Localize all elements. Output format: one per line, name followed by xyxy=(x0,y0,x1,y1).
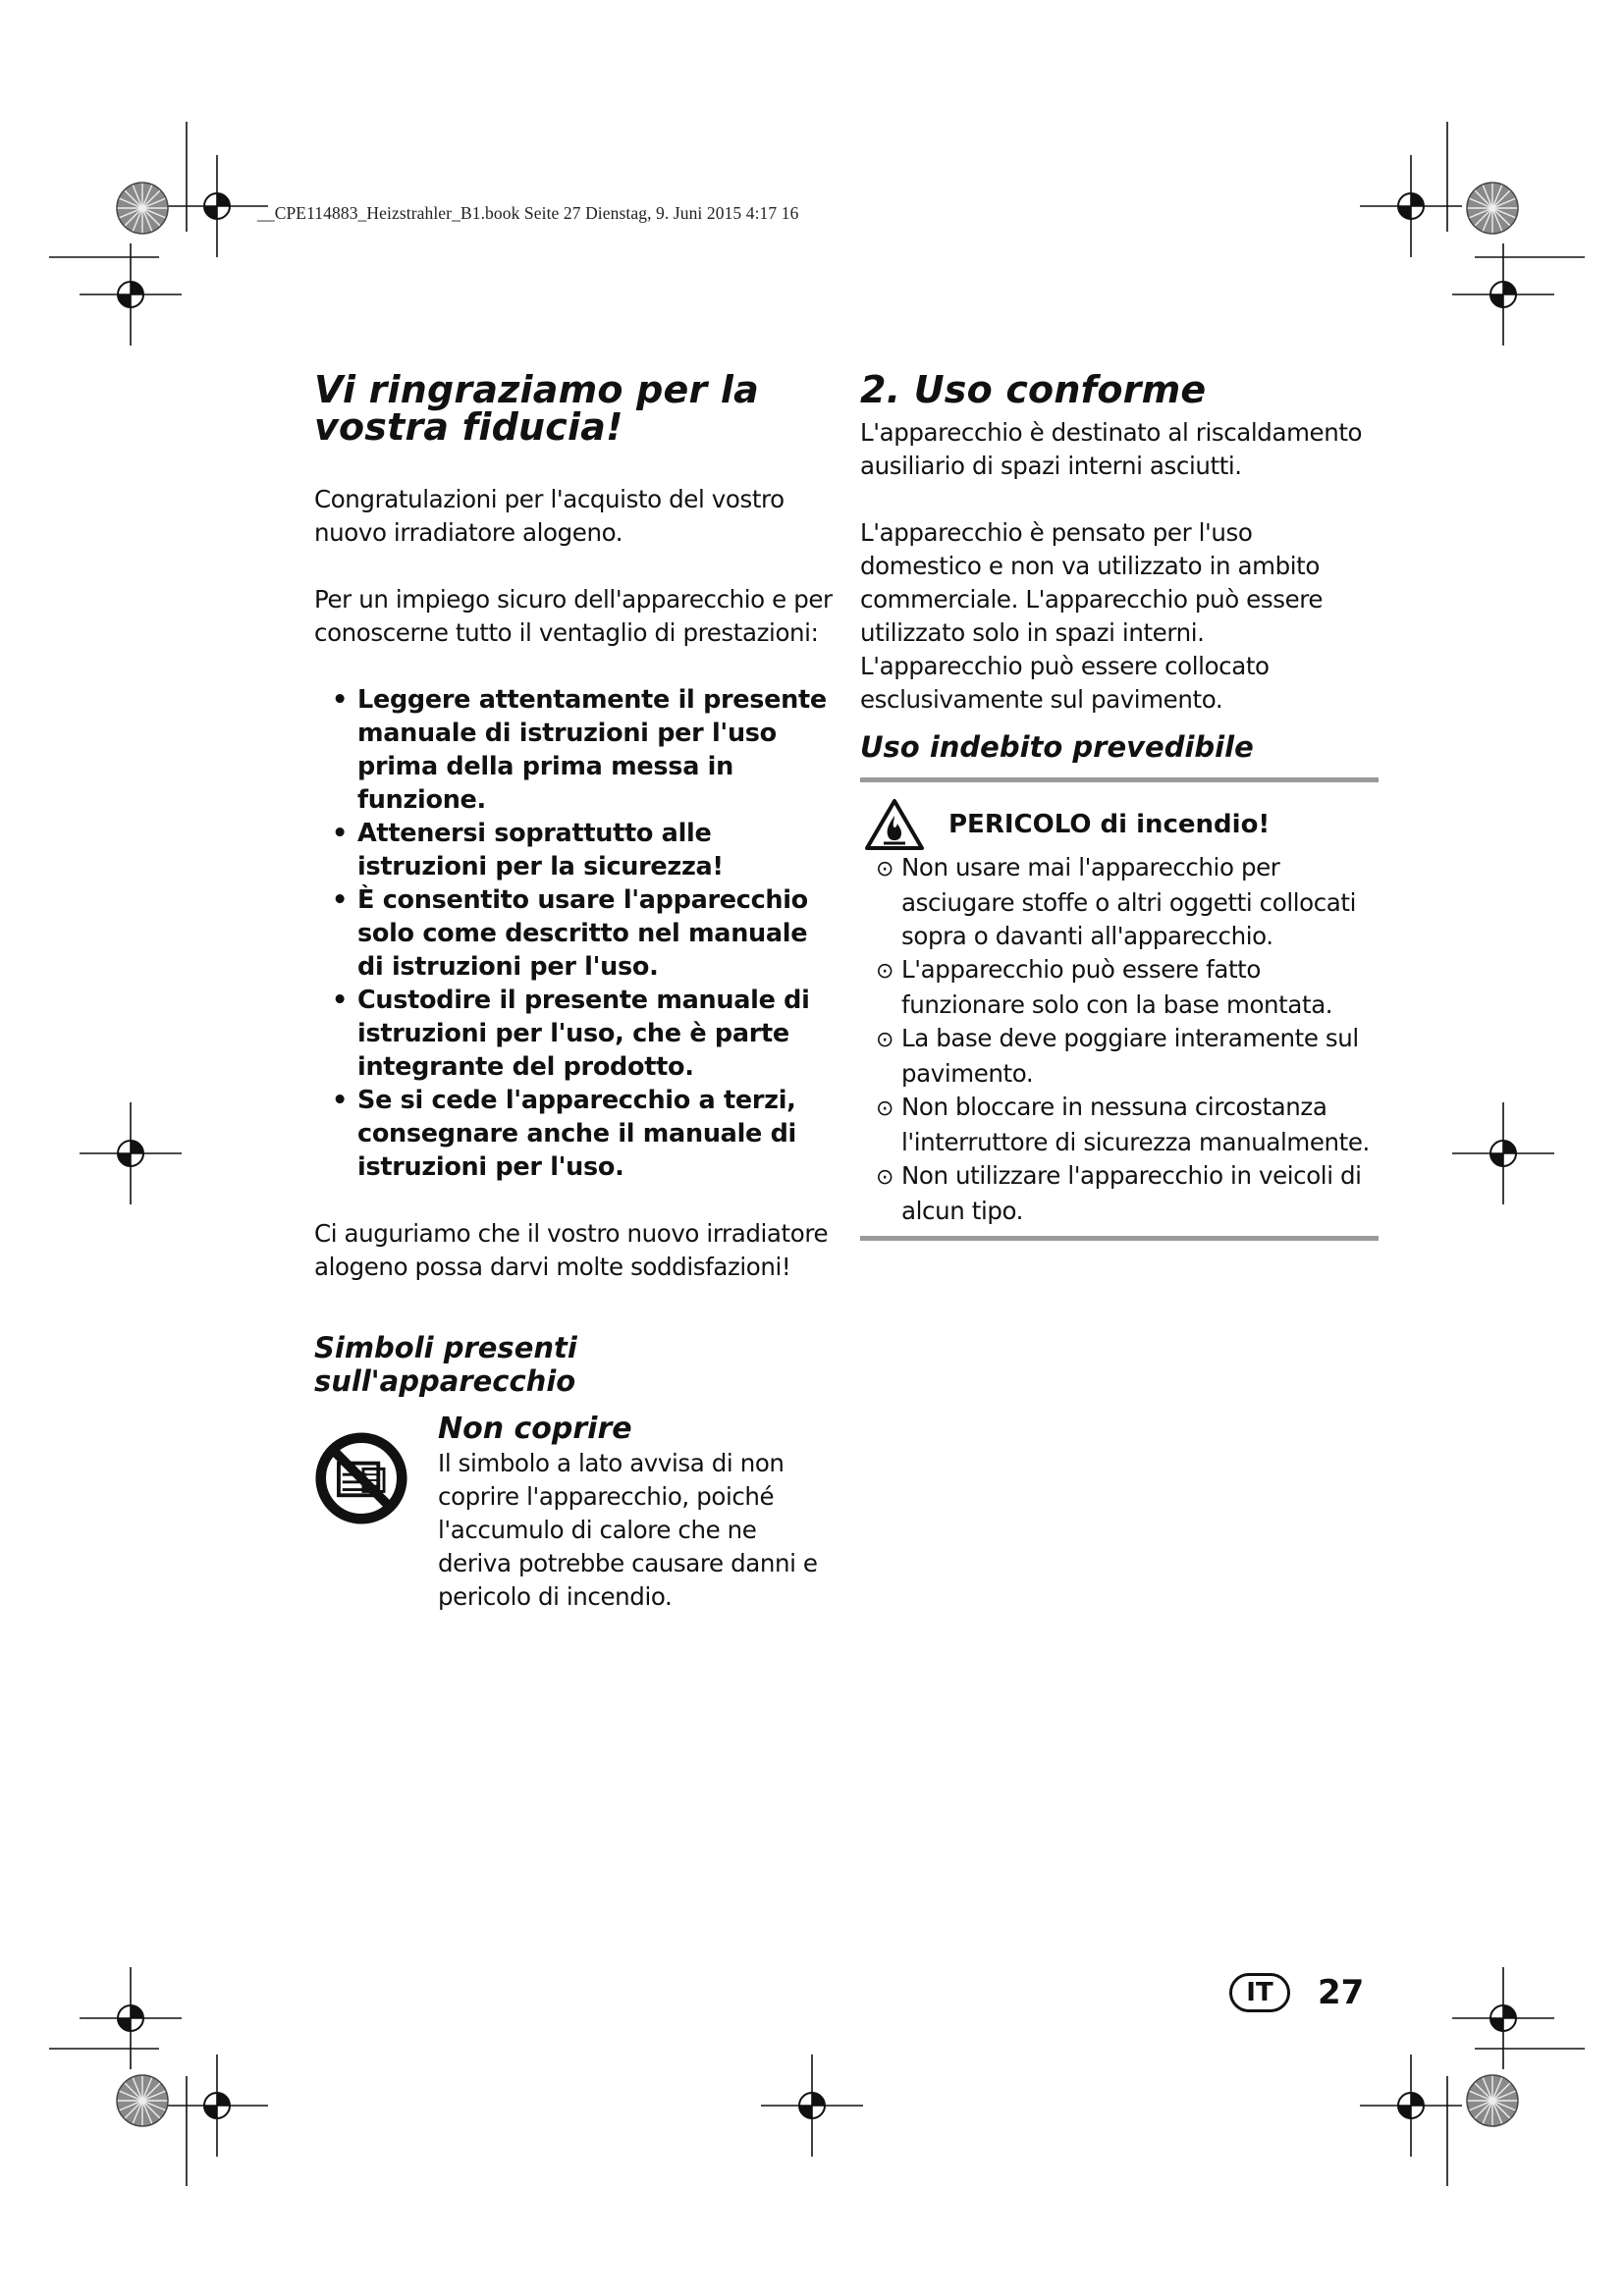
danger-title: PERICOLO di incendio! xyxy=(948,810,1271,839)
symbol-description xyxy=(438,1412,835,1614)
list-item: ⊙ L'apparecchio può essere fatto funzionare solo con la base montata. xyxy=(876,955,1333,1019)
purpose-paragraph-1: L'apparecchio è destinato al riscaldamento ausiliario di spazi interni asciutti. xyxy=(860,418,1363,480)
purpose-paragraph-2: L'apparecchio è pensato per l'uso domestico e non va utilizzato in ambito commerciale. L'apparecchio può essere utilizzato solo in spazi interni. xyxy=(860,518,1324,647)
list-item: ⊙ Non usare mai l'apparecchio per asciugare stoffe o altri oggetti collocati sopra o davanti all'apparecchio. xyxy=(876,853,1357,950)
page-title xyxy=(314,368,835,449)
fire-warning-icon xyxy=(864,798,925,851)
instructions-list xyxy=(314,683,835,1184)
intro-paragraph-2: Per un impiego sicuro dell'apparecchio e per conoscerne tutto il ventaglio di prestazioni: xyxy=(314,585,833,647)
danger-header xyxy=(860,798,1379,851)
warnings-list xyxy=(860,851,1379,1228)
symbol-title: Non coprire xyxy=(438,1412,632,1446)
list-item: ⊙ Non bloccare in nessuna circostanza l'interruttore di sicurezza manualmente. xyxy=(876,1093,1370,1156)
purpose-paragraph-3: L'apparecchio può essere collocato esclusivamente sul pavimento. xyxy=(860,652,1270,714)
list-item: ⊙ Non utilizzare l'apparecchio in veicoli di alcun tipo. xyxy=(876,1161,1362,1225)
list-item: • Custodire il presente manuale di istruzioni per l'uso, che è parte integrante del prodotto. xyxy=(332,986,810,1082)
list-item: • Leggere attentamente il presente manuale di istruzioni per l'uso prima della prima messa in funzione. xyxy=(332,685,827,815)
misuse-heading: Uso indebito prevedibile xyxy=(860,730,1254,764)
no-cover-icon xyxy=(314,1431,408,1525)
symbols-heading: Simboli presenti sull'apparecchio xyxy=(314,1331,577,1398)
page-footer xyxy=(1229,1973,1364,2012)
list-item: ⊙ La base deve poggiare interamente sul pavimento. xyxy=(876,1024,1359,1088)
file-header: __CPE114883_Heizstrahler_B1.book Seite 27 Dienstag, 9. Juni 2015 4:17 16 xyxy=(257,203,799,223)
right-column xyxy=(860,368,1379,1241)
list-item: • Se si cede l'apparecchio a terzi, consegnare anche il manuale di istruzioni per l'uso. xyxy=(332,1086,796,1182)
list-item: • È consentito usare l'apparecchio solo come descritto nel manuale di istruzioni per l'uso. xyxy=(332,885,808,982)
symbol-text: Il simbolo a lato avvisa di non coprire l'apparecchio, poiché l'accumulo di calore che ne deriva potrebbe causare danni e pericolo di incendio. xyxy=(438,1449,818,1611)
divider-top xyxy=(860,777,1379,782)
symbol-row xyxy=(314,1412,835,1614)
page-number: 27 xyxy=(1318,1973,1365,2012)
closing-paragraph: Ci auguriamo che il vostro nuovo irradiatore alogeno possa darvi molte soddisfazioni! xyxy=(314,1219,829,1281)
list-item: • Attenersi soprattutto alle istruzioni per la sicurezza! xyxy=(332,819,724,881)
left-column xyxy=(314,368,835,1614)
intro-paragraph-1: Congratulazioni per l'acquisto del vostro nuovo irradiatore alogeno. xyxy=(314,485,785,547)
language-badge: IT xyxy=(1229,1973,1290,2012)
section-title: 2. Uso conforme xyxy=(860,368,1207,411)
divider-bottom xyxy=(860,1236,1379,1241)
page-title-line-1: Vi ringraziamo per la xyxy=(314,368,759,411)
page-title-line-2: vostra fiducia! xyxy=(314,405,623,449)
